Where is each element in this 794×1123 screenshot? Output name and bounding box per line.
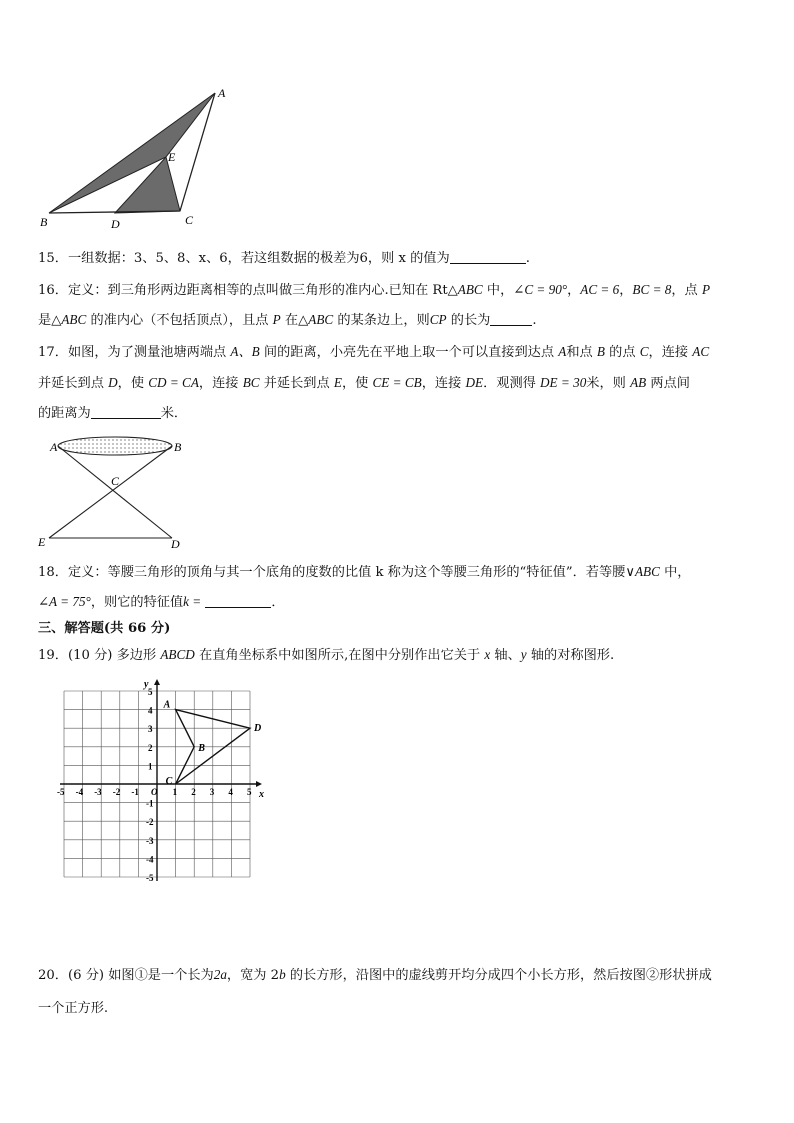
q15-end: .: [525, 251, 530, 266]
q16-end: .: [532, 313, 537, 328]
y-axis-arrow: [154, 679, 160, 685]
q17-answer-blank: [91, 405, 161, 419]
question-20-line-2: 一个正方形.: [38, 1001, 109, 1016]
q16-ac: AC = 6: [580, 282, 620, 297]
pond-label-e: E: [38, 535, 46, 549]
q17-text-14: 两点间: [646, 376, 690, 391]
q17-ab: AB: [630, 375, 647, 390]
y-tick-label: 1: [148, 761, 153, 772]
y-tick-label: -1: [146, 798, 154, 809]
q16-text-8: 的长为: [446, 313, 491, 328]
question-18-line-2: [38, 593, 285, 612]
coordinate-grid: [30, 676, 264, 886]
q18-end: ．: [271, 595, 285, 610]
q16-bc: BC = 8: [632, 282, 672, 297]
question-17-line-1: [38, 343, 709, 362]
q17-ce-eq: CE = CB: [372, 375, 422, 390]
q17-text-1: 17．如图，为了测量池塘两端点: [38, 345, 231, 360]
label-b: B: [40, 215, 48, 229]
q16-text-6: 在: [280, 313, 299, 328]
q16-triangle-2: △ABC: [51, 312, 87, 327]
q17-text-2: 间的距离，小亮先在平地上取一个可以直接到达点: [259, 345, 559, 360]
q16-sep-2: ，: [619, 283, 633, 298]
x-axis-arrow: [256, 781, 262, 787]
question-18-line-1: [38, 563, 690, 582]
x-tick-label: O: [151, 787, 158, 797]
pond-label-c: C: [111, 474, 120, 488]
point-label-a: A: [163, 699, 171, 711]
x-tick-label: 1: [172, 787, 178, 797]
x-tick-label: -3: [94, 787, 102, 797]
x-axis-label: x: [259, 789, 264, 800]
q17-point-c: C: [639, 344, 649, 359]
q16-answer-blank: [490, 312, 532, 326]
point-label-d: D: [254, 723, 262, 735]
q18-k-eq: k =: [183, 594, 202, 609]
q16-text-7: 的某条边上，则: [333, 313, 430, 328]
q16-triangle-3: △ABC: [298, 312, 334, 327]
y-axis-label: y: [144, 679, 149, 690]
q18-text-2: 中，: [659, 565, 691, 580]
q15-text: 15．一组数据：3、5、8、x、6，若这组数据的极差为6，则 x 的值为: [38, 251, 450, 266]
pond-figure: [35, 434, 195, 552]
question-17-line-3: [38, 405, 187, 423]
q16-text-2: 中，: [482, 283, 514, 298]
y-tick-label: 2: [148, 742, 153, 753]
segment-be: [49, 446, 172, 538]
q17-text-3: 和点: [566, 345, 597, 360]
section-3-title: 三、解答题(共 66 分): [38, 621, 171, 636]
q19-text-4: 轴的对称图形.: [526, 648, 615, 663]
y-tick-label: -2: [146, 817, 154, 828]
question-16-line-2: [38, 311, 537, 330]
q17-de: DE: [465, 375, 484, 390]
q16-text-5: 的准内心（不包括顶点），且点: [86, 313, 273, 328]
q17-text-7: ，使: [117, 376, 149, 391]
segment-ad: [58, 446, 172, 538]
q17-text-8: ，连接: [198, 376, 243, 391]
q17-point-b: B: [596, 344, 605, 359]
q20-length: 2a: [213, 967, 227, 982]
q19-text-3: 轴、: [490, 648, 521, 663]
label-e: E: [168, 150, 176, 164]
y-tick-label: -4: [146, 854, 154, 865]
q18-answer-blank: [205, 594, 271, 608]
q17-text-12: ．观测得: [483, 376, 541, 391]
pond-label-d: D: [171, 537, 180, 551]
q19-text-2: 在直角坐标系中如图所示,在图中分别作出它关于: [194, 648, 485, 663]
x-tick-label: -2: [112, 787, 121, 797]
q18-text-1: 18．定义：等腰三角形的顶角与其一个底角的度数的比值 k 称为这个等腰三角形的“特征值”．若等腰: [38, 565, 626, 580]
q18-angle-a: ∠A = 75°: [38, 594, 91, 609]
q17-point-e: E: [333, 375, 342, 390]
q20-text-3: 的长方形，沿图中的虚线剪开均分成四个小长方形，然后按图②形状拼成: [285, 968, 712, 983]
q17-text-16: 米．: [160, 406, 188, 421]
q18-triangle: ∨ABC: [625, 564, 660, 579]
q17-text-10: ，使: [341, 376, 373, 391]
q18-text-3: ，则它的特征值: [90, 595, 184, 610]
pond-ellipse: [58, 437, 172, 455]
y-tick-label: 5: [148, 687, 153, 697]
q17-ac: AC: [692, 344, 710, 359]
y-tick-label: -3: [146, 835, 154, 846]
q19-y: y: [520, 647, 527, 662]
x-tick-label: -4: [75, 787, 84, 797]
q17-de-eq: DE = 30: [540, 375, 587, 390]
q16-point-p: P: [701, 282, 711, 297]
q20-text-2: ，宽为 2: [226, 968, 280, 983]
x-tick-label: -1: [131, 787, 139, 797]
question-17-line-2: [38, 374, 690, 393]
q17-cd-eq: CD = CA: [148, 375, 199, 390]
q20-text-1: 20．(6 分) 如图①是一个长为: [38, 968, 214, 983]
x-tick-label: -5: [57, 787, 65, 797]
q17-text-11: ，连接: [421, 376, 466, 391]
point-label-c: C: [165, 776, 173, 787]
x-tick-label: 2: [191, 787, 196, 797]
question-19: [38, 646, 614, 665]
pond-label-b: B: [174, 440, 182, 454]
q17-text-9: 并延长到点: [259, 376, 334, 391]
q19-polygon: ABCD: [160, 647, 195, 662]
q17-text-13: 米，则: [586, 376, 631, 391]
q19-text-1: 19．(10 分) 多边形: [38, 648, 161, 663]
question-15: [38, 250, 530, 268]
question-20-line-1: [38, 966, 712, 985]
q16-text-1: 16．定义：到三角形两边距离相等的点叫做三角形的准内心.已知在 Rt: [38, 283, 448, 298]
q15-answer-blank: [450, 250, 526, 264]
y-tick-label: -5: [146, 873, 154, 883]
x-tick-label: 3: [209, 787, 215, 797]
q16-text-3: ，点: [671, 283, 702, 298]
q17-text-15: 的距离为: [38, 406, 91, 421]
y-tick-label: 3: [148, 724, 153, 735]
q17-point-d: D: [108, 375, 118, 390]
q16-cp: CP: [429, 312, 447, 327]
label-d: D: [111, 217, 120, 231]
q17-point-a: A: [558, 344, 567, 359]
q17-text-5: ，连接: [648, 345, 693, 360]
q17-text-6: 并延长到点: [38, 376, 109, 391]
q16-sep-1: ，: [567, 283, 581, 298]
q16-triangle: △ABC: [447, 282, 483, 297]
q17-text-4: 的点: [604, 345, 640, 360]
y-tick-label: 4: [148, 705, 153, 716]
q19-x: x: [484, 647, 491, 662]
q16-text-4: 是: [38, 313, 52, 328]
label-a: A: [218, 86, 226, 100]
question-16-line-1: [38, 281, 710, 300]
q17-bc: BC: [242, 375, 260, 390]
x-tick-label: 5: [247, 787, 252, 797]
triangle-figure: [35, 84, 235, 234]
pond-label-a: A: [50, 440, 58, 454]
label-c: C: [185, 213, 194, 227]
q16-point-p-2: P: [272, 312, 281, 327]
x-tick-label: 4: [228, 787, 233, 797]
q17-points-ab: A、B: [230, 344, 260, 359]
q16-angle-c: ∠C = 90°: [513, 282, 568, 297]
point-label-b: B: [198, 742, 205, 754]
q20-width: b: [279, 967, 286, 982]
